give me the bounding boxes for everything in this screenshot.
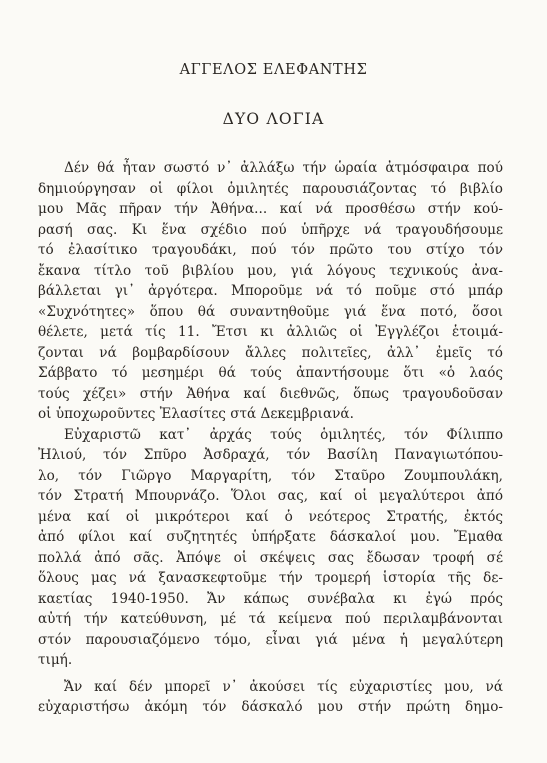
text-line: Σάββατο τό μεσημέρι θά τούς ἀπαντήσουμε ὅτι «ὁ λαός xyxy=(38,365,503,381)
text-line: τούς χέζει» στήν Ἀθήνα καί διεθνῶς, ὅπως τραγουδοῦσαν xyxy=(38,385,503,402)
text-line: τιμή. xyxy=(38,652,73,668)
text-line: λο, τόν Γιῶργο Μαργαρίτη, τόν Σταῦρο Ζουμπουλάκη, xyxy=(38,467,503,484)
text-line: τό ἐλασίτικο τραγουδάκι, πού τόν πρῶτο του στίχο τόν xyxy=(38,242,503,258)
text-line: Εὐχαριστῶ κατ᾽ ἀρχάς τούς ὁμιλητές, τόν Φίλιππο xyxy=(64,426,503,443)
text-line: δημιούργησαν οἱ φίλοι ὁμιλητές παρουσιάζοντας τό βιβλίο xyxy=(38,180,503,197)
text-line: βάλλεται γι᾽ ἀργότερα. Μποροῦμε νά τό ποῦμε στό μπάρ xyxy=(38,283,503,299)
author-name: ΑΓΓΕΛΟΣ ΕΛΕΦΑΝΤΗΣ xyxy=(179,62,368,78)
paragraph-2 xyxy=(38,425,503,671)
text-line: Ἄν καί δέν μπορεῖ ν᾽ ἀκούσει τίς εὐχαριστίες μου, νά xyxy=(64,678,503,695)
text-line: θέλετε, μετά τίς 11. Ἔτσι κι ἀλλιῶς οἱ Ἐγγλέζοι ἑτοιμά- xyxy=(38,324,503,340)
text-line: οἱ ὑποχωροῦντες Ἐλασίτες στά Δεκεμβριανά. xyxy=(38,406,354,422)
paragraph-3 xyxy=(38,677,503,718)
text-line: «Συχνότητες» ὅπου θά συναντηθοῦμε γιά ἕνα ποτό, ὅσοι xyxy=(38,303,503,320)
text-line: τόν Στρατή Μπουρνάζο. Ὅλοι σας, καί οἱ μεγαλύτεροι ἀπό xyxy=(38,488,503,504)
text-line: πολλά ἀπό σᾶς. Ἀπόψε οἱ σκέψεις σας ἔδωσαν τροφή σέ xyxy=(38,549,503,566)
text-line: καετίας 1940-1950. Ἄν κάπως συνέβαλα κι ἐγώ πρός xyxy=(38,590,503,607)
text-line: στόν παρουσιαζόμενο τόμο, εἶναι γιά μένα ἡ μεγαλύτερη xyxy=(38,631,503,648)
text-line: ρασή σας. Κι ἕνα σχέδιο πού ὑπῆρχε νά τραγουδήσουμε xyxy=(38,221,503,238)
text-line: ἀπό φίλοι καί συζητητές ὑπήρξατε δάσκαλοί μου. Ἔμαθα xyxy=(38,529,503,545)
text-line: Δέν θά ἦταν σωστό ν᾽ ἀλλάξω τήν ὡραία ἀτμόσφαιρα πού xyxy=(64,160,503,176)
chapter-title: ΔΥΟ ΛΟΓΙΑ xyxy=(222,110,325,128)
text-line: ὅλους μας νά ξανασκεφτοῦμε τήν τρομερή ἱστορία τῆς δε- xyxy=(38,570,503,586)
text-line: ζονται νά βομβαρδίσουν ἄλλες πολιτεῖες, ἀλλ᾽ ἐμεῖς τό xyxy=(38,344,503,361)
text-line: μου Μᾶς πῆραν τήν Ἀθήνα... καί νά προσθέσω στήν κού- xyxy=(38,201,503,217)
text-line: ἔκανα τίτλο τοῦ βιβλίου μου, γιά λόγους τεχνικούς ἀνα- xyxy=(38,262,503,279)
text-line: Ἠλιού, τόν Σπῦρο Ἀσδραχά, τόν Βασίλη Παναγιωτόπου- xyxy=(38,447,503,463)
body-text xyxy=(38,158,503,718)
text-line: αὐτή τήν κατεύθυνση, μέ τά κείμενα πού περιλαμβάνονται xyxy=(38,611,503,627)
paragraph-1 xyxy=(38,158,503,425)
text-line: εὐχαριστήσω ἀκόμη τόν δάσκαλό μου στήν πρώτη δημο- xyxy=(38,699,503,715)
text-line: μένα καί οἱ μικρότεροι καί ὁ νεότερος Στρατής, ἐκτός xyxy=(38,508,503,525)
